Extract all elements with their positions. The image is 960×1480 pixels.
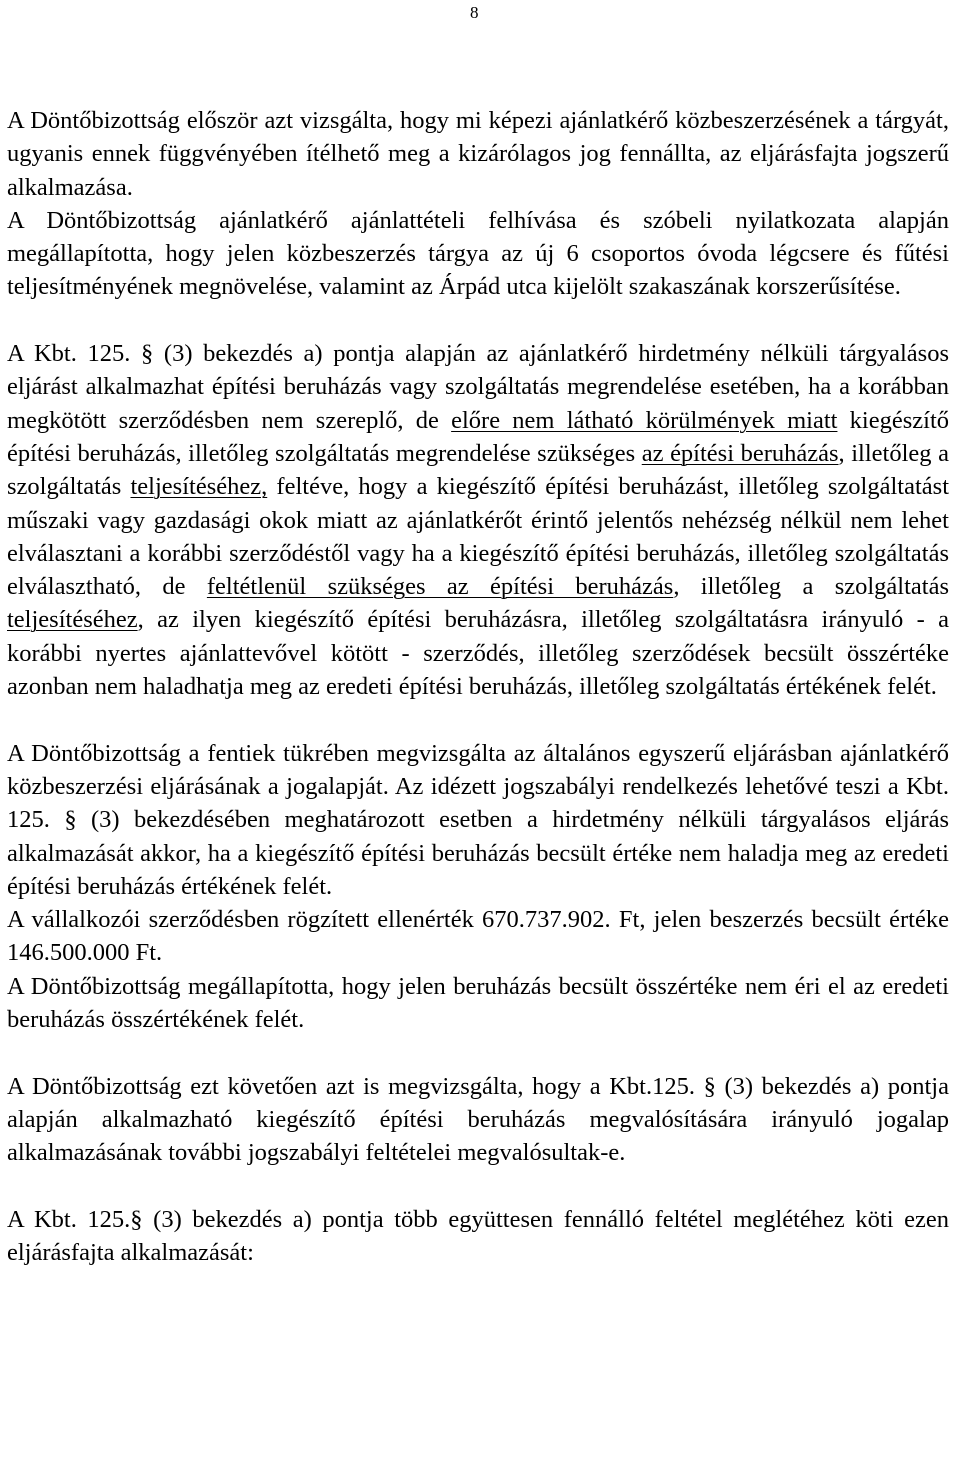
text-segment: , illetőleg a szolgáltatás [673, 573, 950, 601]
paragraph-kbt-125-quote [7, 337, 949, 703]
underlined-text: az építési beruházás [641, 439, 839, 467]
document-body [7, 104, 949, 1269]
text-segment: , az ilyen kiegészítő építési beruházásra, illetőleg szolgáltatásra irányuló - a korábbi nyertes ajánlattevővel kötött - szerződés, illetőleg szerződések becsült összértéke azonban nem haladhatja meg az eredeti építési beruházás, illetőleg szolgáltatás értékének felét. [7, 606, 949, 701]
text-segment: kiegészítő építési beruházás, illetőleg szolgáltatás megrendelése szükséges [7, 406, 950, 467]
paragraph-legal-basis-examined: A Döntőbizottság a fentiek tükrében megvizsgálta az általános egyszerű eljárásban ajánlatkérő közbeszerzési eljárásának a jogalapját. Az idézett jogszabályi rendelkezés lehetővé teszi a Kbt. 125. § (3) bekezdésében meghatározott esetben a hirdetmény nélküli tárgyalásos eljárás alkalmazását akkor, ha a kiegészítő építési beruházás becsült értéke nem haladja meg az eredeti építési beruházás értékének felét. [7, 739, 949, 900]
paragraph-cumulative-conditions: A Kbt. 125.§ (3) bekezdés a) pontja több együttesen fennálló feltétel meglétéhez köti ezen eljárásfajta alkalmazását: [7, 1205, 949, 1267]
paragraph-contract-values: A vállalkozói szerződésben rögzített ellenérték 670.737.902. Ft, jelen beszerzés becsült értéke 146.500.000 Ft. [7, 906, 949, 967]
paragraph-subject-established: A Döntőbizottság ajánlatkérő ajánlattételi felhívása és szóbeli nyilatkozata alapján megállapította, hogy jelen közbeszerzés tárgya az új 6 csoportos óvoda légcsere és fűtési teljesítményének megnövelése, valamint az Árpád utca kijelölt szakaszának korszerűsítése. [7, 206, 949, 301]
paragraph-further-conditions: A Döntőbizottság ezt követően azt is megvizsgálta, hogy a Kbt.125. § (3) bekezdés a) pontja alapján alkalmazható kiegészítő építési beruházás megvalósítására irányuló jogalap alkalmazásának további jogszabályi feltételei megvalósultak-e. [7, 1072, 949, 1167]
underlined-text: előre nem látható körülmények miatt [451, 406, 838, 434]
paragraph-value-finding: A Döntőbizottság megállapította, hogy jelen beruházás becsült összértéke nem éri el az eredeti beruházás összértékének felét. [7, 972, 949, 1034]
paragraph-scope-examined: A Döntőbizottság először azt vizsgálta, hogy mi képezi ajánlatkérő közbeszerzésének a tárgyát, ugyanis ennek függvényében ítélhető meg a kizárólagos jog fennállta, az eljárásfajta jogszerű alkalmazása. [7, 107, 949, 201]
underlined-text: teljesítéséhez, [130, 473, 268, 501]
underlined-text: feltétlenül szükséges az építési beruházás [206, 573, 674, 601]
page-number: 8 [470, 3, 479, 22]
text-segment: A Kbt. 125. § (3) bekezdés a) pontja alapján az ajánlatkérő hirdetmény nélküli tárgyalásos eljárást alkalmazhat építési beruházás vagy szolgáltatás megrendelése esetében, ha a korábban megkötött szerződésben nem szereplő, de [7, 340, 949, 434]
underlined-text: teljesítéséhez [7, 606, 138, 634]
text-segment: feltéve, hogy a kiegészítő építési beruházást, illetőleg szolgáltatást műszaki vagy gazdasági okok miatt az ajánlatkérőt érintő jelentős nehézség nélkül nem lehet elválasztani a korábbi szerződéstől vagy ha a kiegészítő építési beruházás, illetőleg szolgáltatás elválasztható, de [7, 473, 949, 601]
text-segment: , illetőleg a szolgáltatás [7, 439, 949, 501]
